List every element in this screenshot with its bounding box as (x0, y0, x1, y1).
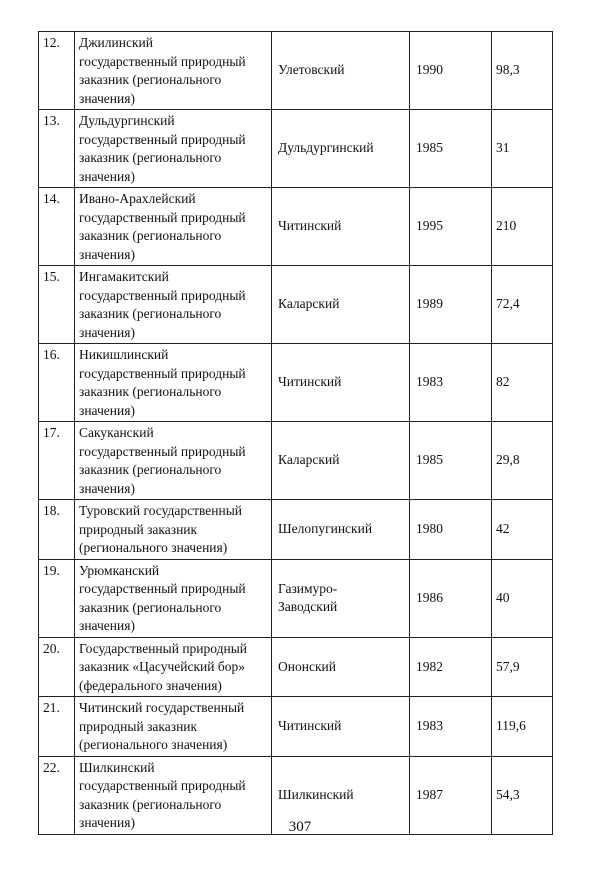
area-value: 42 (492, 500, 553, 560)
district-name: Ононский (272, 637, 410, 697)
district-name: Газимуро- Заводский (272, 559, 410, 637)
founded-year: 1995 (410, 188, 492, 266)
area-value: 72,4 (492, 266, 553, 344)
row-number: 14. (39, 188, 75, 266)
area-value: 82 (492, 344, 553, 422)
table-row (39, 697, 553, 757)
table-row (39, 110, 553, 188)
reserve-name: Урюмканский государственный природный заказник (регионального значения) (75, 559, 272, 637)
founded-year: 1983 (410, 344, 492, 422)
table-row (39, 32, 553, 110)
founded-year: 1990 (410, 32, 492, 110)
district-name: Каларский (272, 266, 410, 344)
founded-year: 1987 (410, 756, 492, 834)
district-name: Шелопугинский (272, 500, 410, 560)
area-value: 57,9 (492, 637, 553, 697)
table-row (39, 500, 553, 560)
reserve-name: Дульдургинский государственный природный заказник (регионального значения) (75, 110, 272, 188)
reserve-name: Туровский государственный природный заказник (регионального значения) (75, 500, 272, 560)
reserve-name: Никишлинский государственный природный заказник (регионального значения) (75, 344, 272, 422)
row-number: 15. (39, 266, 75, 344)
founded-year: 1980 (410, 500, 492, 560)
area-value: 98,3 (492, 32, 553, 110)
area-value: 29,8 (492, 422, 553, 500)
area-value: 210 (492, 188, 553, 266)
district-name: Улетовский (272, 32, 410, 110)
reserve-name: Читинский государственный природный заказник (регионального значения) (75, 697, 272, 757)
row-number: 13. (39, 110, 75, 188)
table-body (39, 32, 553, 835)
district-name: Читинский (272, 344, 410, 422)
founded-year: 1983 (410, 697, 492, 757)
reserve-name: Джилинский государственный природный заказник (регионального значения) (75, 32, 272, 110)
district-name: Каларский (272, 422, 410, 500)
area-value: 119,6 (492, 697, 553, 757)
table-row (39, 344, 553, 422)
area-value: 31 (492, 110, 553, 188)
district-name: Читинский (272, 697, 410, 757)
row-number: 17. (39, 422, 75, 500)
reserve-name: Шилкинский государственный природный заказник (регионального значения) (75, 756, 272, 834)
row-number: 20. (39, 637, 75, 697)
row-number: 12. (39, 32, 75, 110)
row-number: 19. (39, 559, 75, 637)
table-row (39, 559, 553, 637)
reserve-name: Ивано-Арахлейский государственный природный заказник (регионального значения) (75, 188, 272, 266)
table-row (39, 637, 553, 697)
table-row (39, 266, 553, 344)
founded-year: 1989 (410, 266, 492, 344)
founded-year: 1985 (410, 110, 492, 188)
reserve-name: Сакуканский государственный природный заказник (регионального значения) (75, 422, 272, 500)
area-value: 40 (492, 559, 553, 637)
table-row (39, 188, 553, 266)
row-number: 21. (39, 697, 75, 757)
reserve-name: Государственный природный заказник «Цасучейский бор» (федерального значения) (75, 637, 272, 697)
page-number: 307 (288, 819, 312, 835)
founded-year: 1982 (410, 637, 492, 697)
area-value: 54,3 (492, 756, 553, 834)
founded-year: 1985 (410, 422, 492, 500)
district-name: Дульдургинский (272, 110, 410, 188)
table-row (39, 422, 553, 500)
row-number: 22. (39, 756, 75, 834)
row-number: 16. (39, 344, 75, 422)
row-number: 18. (39, 500, 75, 560)
reserves-table (38, 31, 553, 835)
founded-year: 1986 (410, 559, 492, 637)
reserve-name: Ингамакитский государственный природный заказник (регионального значения) (75, 266, 272, 344)
district-name: Читинский (272, 188, 410, 266)
district-name: Шилкинский (272, 756, 410, 834)
